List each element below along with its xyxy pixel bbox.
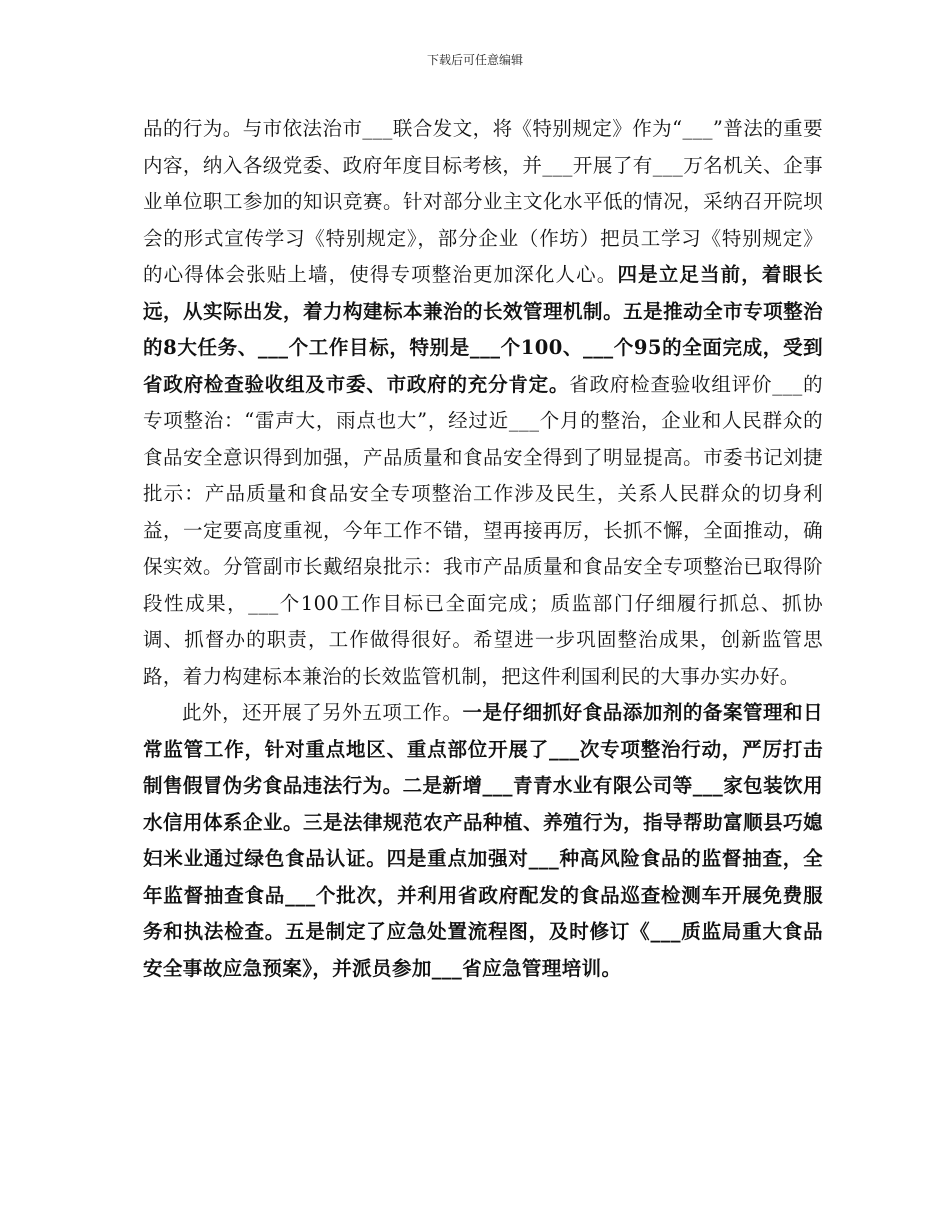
paragraph-2	[143, 695, 823, 987]
paragraph-1-segment-1: 品的行为。与市依法治市___联合发文，将《特别规定》作为“___”普法的重要内容，纳入各级党委、政府年度目标考核，并___开展了有___万名机关、企事业单位职工参加的知识竞赛。针对部分业主文化水平低的情况，采纳召开院坝会的形式宣传学习《特别规定》，部分企业（作坊）把员工学习《特别规定》的心得体会张贴上墙，使得专项整治更加深化人心。	[143, 117, 823, 286]
paragraph-1-segment-2-bold: 四是立足当前，着眼长远，从实际出发，着力构建标本兼治的长效管理机制。五是推动全市专项整治的8大任务、___个工作目标，特别是___个100、___个95的全面完成，受到省政府检查验收组及市委、市政府的充分肯定。	[143, 263, 823, 396]
paragraph-2-segment-1: 此外，还开展了另外五项工作。	[182, 701, 463, 724]
paragraph-2-segment-2-bold: 一是仔细抓好食品添加剂的备案管理和日常监管工作，针对重点地区、重点部位开展了___次专项整治行动，严厉打击制售假冒伪劣食品违法行为。二是新增___青青水业有限公司等___家包装饮用水信用体系企业。三是法律规范农产品种植、养殖行为，指导帮助富顺县巧媳妇米业通过绿色食品认证。四是重点加强对___种高风险食品的监督抽查，全年监督抽查食品___个批次，并利用省政府配发的食品巡查检测车开展免费服务和执法检查。五是制定了应急处置流程图，及时修订《___质监局重大食品安全事故应急预案》，并派员参加___省应急管理培训。	[143, 701, 823, 980]
paragraph-1-segment-3: 省政府检查验收组评价___的专项整治：“雷声大，雨点也大”，经过近___个月的整治，企业和人民群众的食品安全意识得到加强，产品质量和食品安全得到了明显提高。市委书记刘捷批示：产品质量和食品安全专项整治工作涉及民生，关系人民群众的切身利益，一定要高度重视，今年工作不错，望再接再厉，长抓不懈，全面推动，确保实效。分管副市长戴绍泉批示：我市产品质量和食品安全专项整治已取得阶段性成果，___个100工作目标已全面完成；质监部门仔细履行抓总、抓协调、抓督办的职责，工作做得很好。希望进一步巩固整治成果，创新监管思路，着力构建标本兼治的长效监管机制，把这件利国利民的大事办实办好。	[143, 372, 823, 688]
paragraph-1	[143, 111, 823, 695]
page-header: 下载后可任意编辑	[426, 53, 523, 67]
document-body	[143, 111, 823, 987]
